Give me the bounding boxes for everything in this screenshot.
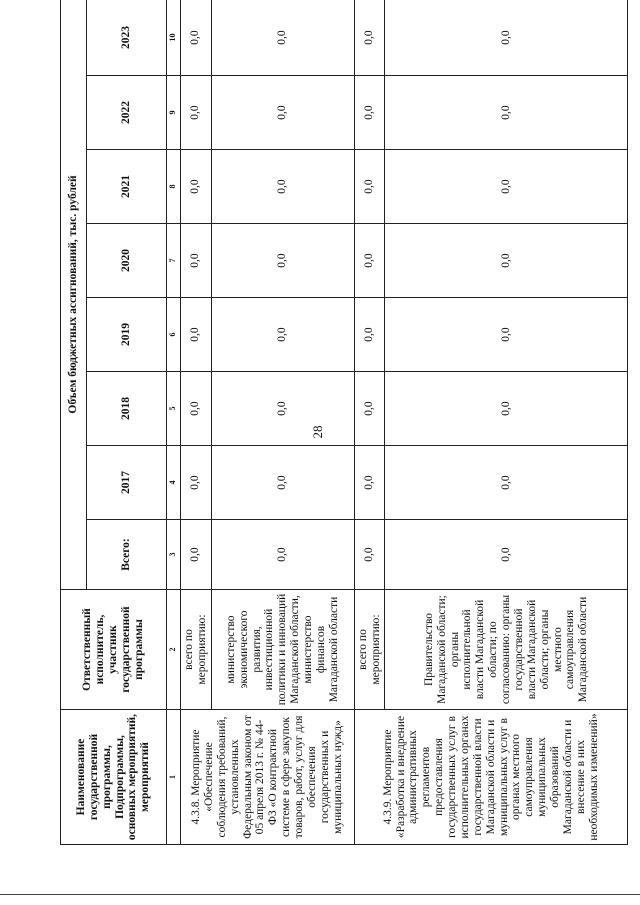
value-cell: 0,0 (385, 372, 628, 446)
measure-responsible: Правительство Магаданской области; органы исполнительной власти Магаданской области; по согласованию: органы государственной власти Магаданской области; органы местного самоуправления Магаданской области (385, 590, 628, 710)
value-cell: 0,0 (211, 76, 354, 150)
value-cell: 0,0 (180, 520, 211, 590)
column-number: 2 (167, 590, 181, 710)
value-cell: 0,0 (354, 0, 385, 76)
value-cell: 0,0 (354, 298, 385, 372)
column-number: 3 (167, 520, 181, 590)
measure-responsible: министерство экономического развития, инвестиционной политики и инноваций Магаданской области, министерство финансов Магаданской области (211, 590, 354, 710)
value-cell: 0,0 (354, 446, 385, 520)
header-year: 2021 (87, 150, 167, 224)
table-row (354, 0, 385, 845)
header-year: 2018 (87, 372, 167, 446)
header-year: 2020 (87, 224, 167, 298)
value-cell: 0,0 (180, 298, 211, 372)
column-number: 6 (167, 298, 181, 372)
value-cell: 0,0 (211, 298, 354, 372)
budget-table (60, 0, 628, 845)
value-cell: 0,0 (354, 520, 385, 590)
value-cell: 0,0 (211, 520, 354, 590)
column-number: 4 (167, 446, 181, 520)
measure-total-label: всего по мероприятию: (180, 590, 211, 710)
header-budget-group: Объем бюджетных ассигнований, тыс. рублей (61, 0, 87, 590)
header-year: 2017 (87, 446, 167, 520)
value-cell: 0,0 (354, 224, 385, 298)
column-number: 7 (167, 224, 181, 298)
value-cell: 0,0 (385, 520, 628, 590)
column-number: 10 (167, 0, 181, 76)
measure-name: 4.3.9. Мероприятие «Разработка и внедрение административных регламентов предоставления государственных услуг в исполнительных органах государственной власти Магаданской области и муниципальных услуг в органах местного самоуправления муниципальных образований Магаданской области и внесение в них необходимых изменений» (354, 710, 628, 845)
column-number: 1 (167, 710, 181, 845)
page-bottom-rule (0, 894, 640, 895)
measure-name: 4.3.8. Мероприятие «Обеспечение соблюдения требований, установленных Федеральным законом от 05 апреля 2013 г. № 44-ФЗ «О контрактной системе в сфере закупок товаров, работ, услуг для обеспечения государственных и муниципальных нужд» (180, 710, 354, 845)
value-cell: 0,0 (180, 76, 211, 150)
value-cell: 0,0 (385, 0, 628, 76)
value-cell: 0,0 (354, 76, 385, 150)
value-cell: 0,0 (211, 0, 354, 76)
value-cell: 0,0 (354, 150, 385, 224)
column-number: 8 (167, 150, 181, 224)
header-year: 2022 (87, 76, 167, 150)
value-cell: 0,0 (385, 76, 628, 150)
value-cell: 0,0 (180, 150, 211, 224)
value-cell: 0,0 (180, 0, 211, 76)
value-cell: 0,0 (385, 298, 628, 372)
column-number: 9 (167, 76, 181, 150)
column-number-row (167, 0, 181, 845)
value-cell: 0,0 (211, 224, 354, 298)
value-cell: 0,0 (180, 372, 211, 446)
value-cell: 0,0 (385, 224, 628, 298)
page-number: 28 (310, 425, 325, 439)
measure-total-label: всего по мероприятию: (354, 590, 385, 710)
value-cell: 0,0 (385, 150, 628, 224)
value-cell: 0,0 (180, 446, 211, 520)
table-row (180, 0, 211, 845)
header-year: 2023 (87, 0, 167, 76)
column-number: 5 (167, 372, 181, 446)
header-total: Всего: (87, 520, 167, 590)
header-name: Наименование государственной программы, Подпрограммы, основных мероприятий, мероприятий (61, 710, 167, 845)
rotated-page-content (60, 0, 601, 845)
header-responsible: Ответственный исполнитель, участник государственной программы (61, 590, 167, 710)
value-cell: 0,0 (180, 224, 211, 298)
value-cell: 0,0 (211, 446, 354, 520)
value-cell: 0,0 (211, 150, 354, 224)
header-year: 2019 (87, 298, 167, 372)
value-cell: 0,0 (354, 372, 385, 446)
value-cell: 0,0 (385, 446, 628, 520)
value-cell: 0,0 (211, 372, 354, 446)
